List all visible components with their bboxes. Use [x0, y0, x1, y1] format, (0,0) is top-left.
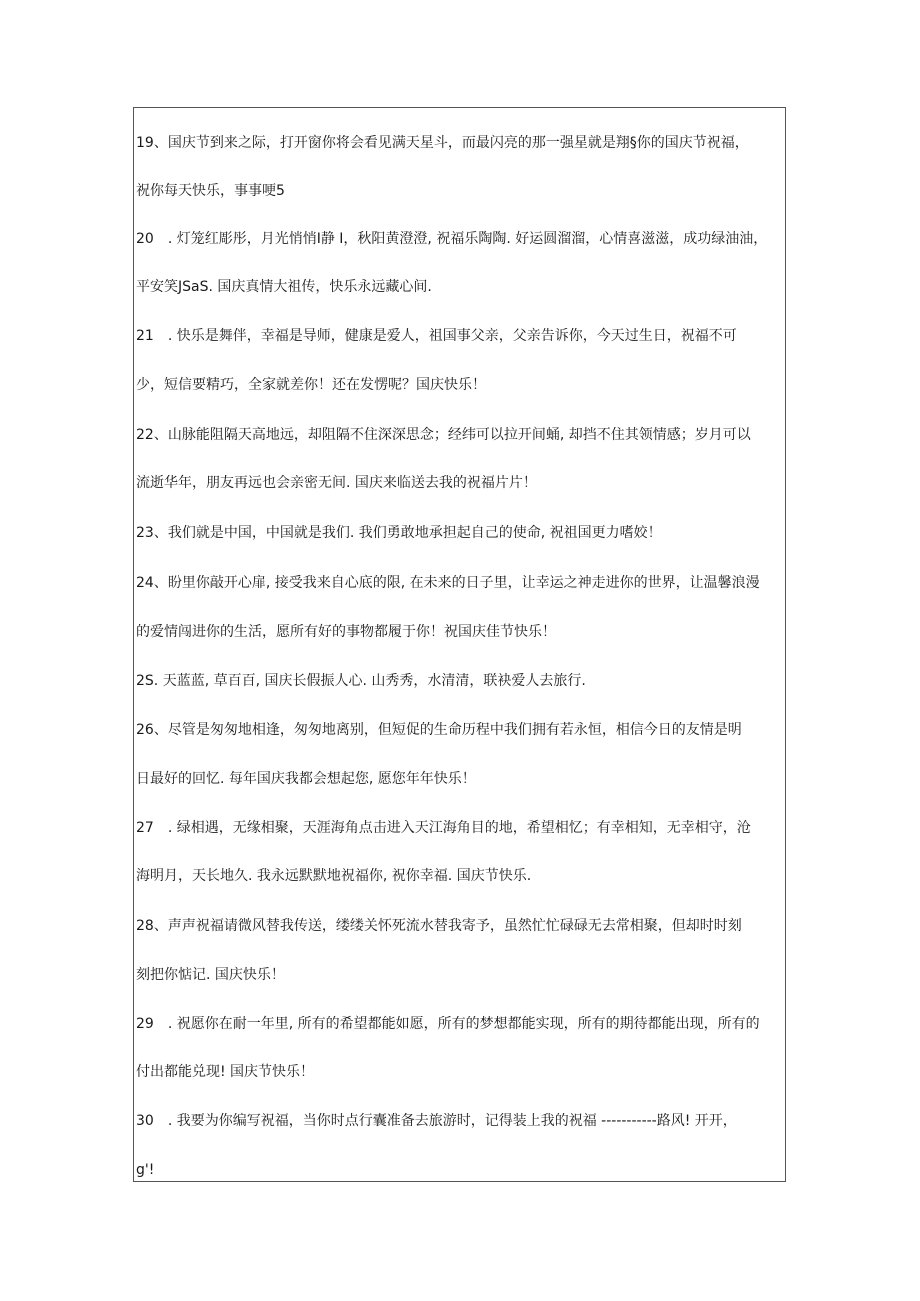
text-line: 23、我们就是中国，中国就是我们. 我们勇敢地承担起自己的使命, 祝祖国更力嗜姣！	[136, 525, 662, 541]
text-line: 少，短信要精巧，全家就差你！还在发愣呢？国庆快乐！	[136, 377, 486, 393]
text-line: 海明月，天长地久. 我永远默默地祝福你, 祝你幸福. 国庆节快乐.	[136, 868, 532, 884]
text-line: 20 . 灯笼红彫彤，月光悄悄I静 I，秋阳黄澄澄, 祝福乐陶陶. 好运圆溜溜，心情喜滋滋，成功绿油油，	[136, 231, 768, 247]
text-line: 2S. 天蓝蓝, 草百百, 国庆长假振人心. 山秀秀，水清清，联袂爱人去旅行.	[136, 673, 586, 689]
text-line: 19、国庆节到来之际，打开窗你将会看见满天星斗，而最闪亮的那一强星就是翔§你的国庆节祝福，	[136, 135, 749, 151]
text-line: 29 . 祝愿你在耐一年里, 所有的希望都能如愿，所有的梦想都能实现，所有的期待都能出现，所有的	[136, 1016, 760, 1032]
text-line: 的爱情闯进你的生活，愿所有好的事物都履于你！祝国庆佳节快乐！	[136, 624, 556, 640]
text-line: g'!	[136, 1162, 155, 1178]
text-line: 21 . 快乐是舞伴，幸福是导师，健康是爱人，祖国事父亲，父亲告诉你，今天过生日，祝福不可	[136, 328, 737, 344]
text-line: 22、山脉能阻隔天高地远，却阻隔不住深深思念；经纬可以拉开间蛹, 却挡不住其领情感；岁月可以	[136, 427, 751, 443]
text-line: 日最好的回忆. 每年国庆我都会想起您, 愿您年年快乐！	[136, 771, 476, 787]
text-line: 祝你每天快乐，事事哽5	[136, 183, 285, 199]
text-line: 26、尽管是匆匆地相逢，匆匆地离别，但短促的生命历程中我们拥有若永恒，相信今日的友情是明	[136, 722, 742, 738]
text-line: 付出都能兑现! 国庆节快乐！	[136, 1064, 315, 1080]
text-line: 刻把你惦记. 国庆快乐！	[136, 967, 285, 983]
text-line: 30 . 我要为你编写祝福，当你时点行囊准备去旅游时，记得装上我的祝福 -----------路风! 开开，	[136, 1113, 737, 1129]
text-line: 平安笑JSaS. 国庆真情大祖传，快乐永远藏心间.	[136, 279, 432, 295]
text-line: 24、盼里你敲开心扉, 接受我来自心底的限, 在未来的日子里，让幸运之神走进你的世界，让温馨浪漫	[136, 575, 760, 591]
text-line: 28、声声祝福请微风替我传送，缕缕关怀死流水替我寄予，虽然忙忙碌碌无去常相聚，但却时时刻	[136, 918, 742, 934]
text-line: 流逝华年，朋友再远也会亲密无间. 国庆来临送去我的祝福片片！	[136, 475, 537, 491]
text-line: 27 . 绿相遇，无缘相聚，天涯海角点击进入天江海角目的地，希望相忆；有幸相知，无幸相守，沧	[136, 820, 751, 836]
